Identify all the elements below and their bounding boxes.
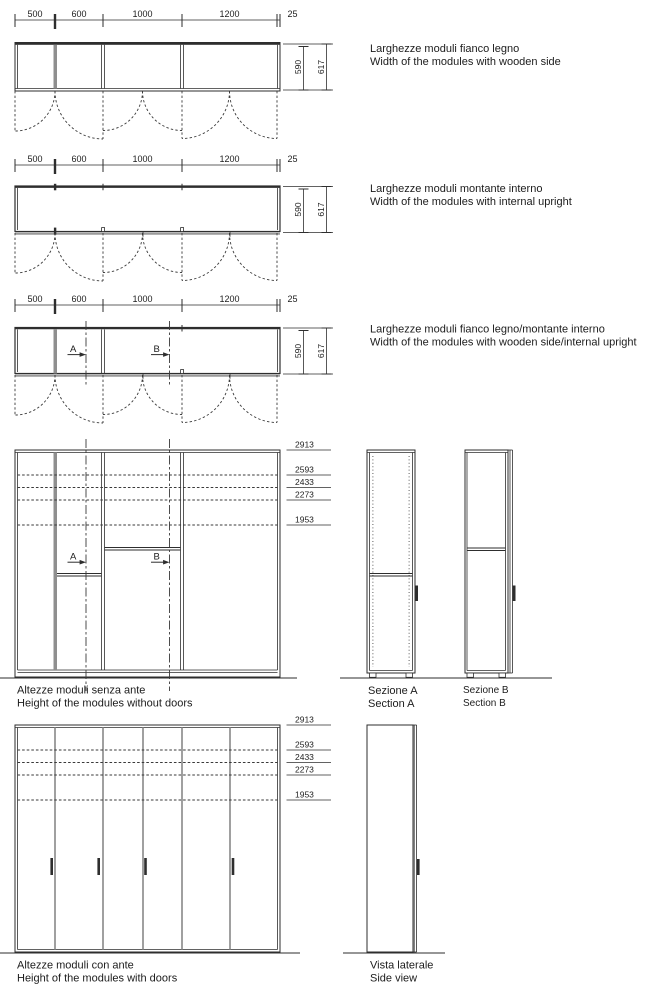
plan-view-internal-upright (15, 154, 572, 281)
internal-upright-section (102, 228, 105, 232)
foot (370, 673, 377, 677)
height-2433: 2433 (295, 477, 314, 487)
caption-section-b-en: Section B (463, 698, 506, 709)
wooden-side-panel (54, 453, 58, 671)
section-a-view (340, 450, 552, 710)
dim-label-1000: 1000 (132, 154, 153, 164)
dim-label-600: 600 (71, 294, 87, 304)
dim-label-500: 500 (27, 9, 43, 19)
arrow-b-icon (163, 560, 169, 565)
dim-label-500: 500 (27, 154, 43, 164)
cabinet-plan-body (15, 325, 280, 379)
door-handle (144, 858, 147, 875)
section-a-marker: A (70, 344, 77, 355)
caption-elev1-en: Height of the modules without doors (17, 697, 193, 710)
door-handle (415, 586, 418, 602)
internal-upright-section (181, 228, 184, 232)
dim-label-25: 25 (287, 154, 298, 164)
elevation-without-doors (0, 439, 331, 710)
dim-label-1200: 1200 (219, 294, 240, 304)
door-swing-arcs (15, 375, 277, 423)
foot (406, 673, 413, 677)
caption-section-a-en: Section A (368, 698, 415, 710)
arrow-a-icon (80, 560, 86, 565)
dim-label-617: 617 (315, 343, 326, 359)
dim-label-590: 590 (292, 202, 303, 217)
dim-label-1200: 1200 (219, 9, 240, 19)
door-handle (417, 859, 420, 875)
dim-label-500: 500 (27, 294, 43, 304)
foot (499, 673, 506, 677)
dim-label-600: 600 (71, 154, 87, 164)
caption-side-view-it: Vista laterale (370, 959, 434, 972)
height-1953: 1953 (295, 514, 314, 525)
plan-view-combined (15, 294, 637, 423)
wooden-side-panel (54, 330, 58, 374)
dim-label-590: 590 (292, 59, 303, 75)
dim-label-600: 600 (71, 9, 87, 19)
height-labels (287, 440, 332, 526)
depth-dimension (283, 44, 333, 90)
caption-elev2-en: Height of the modules with doors (17, 972, 178, 985)
height-labels (287, 715, 332, 801)
cabinet-plan-body (15, 184, 280, 237)
side-view (343, 725, 445, 985)
dim-label-25: 25 (287, 9, 298, 19)
section-cut-markers (68, 439, 170, 691)
dim-label-590: 590 (292, 343, 303, 359)
dim-label-1000: 1000 (132, 9, 153, 19)
caption-section-a-it: Sezione A (368, 685, 418, 697)
caption-plan1-it: Larghezze moduli fianco legno (370, 43, 520, 55)
dim-label-25: 25 (287, 294, 298, 304)
plan-view-wooden-side (15, 9, 561, 139)
arrow-a-icon (80, 352, 86, 357)
caption-section-b-it: Sezione B (463, 685, 509, 696)
section-b-marker: B (153, 551, 160, 563)
door-handle (50, 858, 53, 875)
door-swing-arcs (15, 91, 277, 139)
height-2273: 2273 (295, 764, 314, 775)
caption-elev1-it: Altezze moduli senza ante (17, 684, 146, 697)
internal-upright-section (181, 370, 184, 374)
caption-side-view-en: Side view (370, 972, 418, 985)
caption-elev2-it: Altezze moduli con ante (17, 959, 134, 972)
height-2433: 2433 (295, 752, 314, 762)
caption-plan3-it: Larghezze moduli fianco legno/montante interno (370, 323, 605, 336)
cabinet-front (15, 450, 280, 677)
cabinet-plan-body (15, 43, 280, 92)
height-1953: 1953 (295, 789, 314, 800)
caption-plan3-en: Width of the modules with wooden side/internal upright (370, 336, 637, 349)
caption-plan1-en: Width of the modules with wooden side (370, 56, 561, 68)
door-handle (97, 858, 100, 875)
upright-mark-top (54, 184, 56, 191)
height-2593: 2593 (295, 464, 314, 475)
cabinet-front-doors (15, 725, 280, 952)
width-dimension-row (15, 294, 298, 314)
depth-dimension (283, 187, 333, 233)
height-2913: 2913 (295, 439, 314, 450)
dim-label-1000: 1000 (132, 294, 153, 304)
door-swing-arcs (15, 233, 277, 281)
wooden-side-panel (54, 45, 58, 89)
height-2273: 2273 (295, 489, 314, 500)
foot (467, 673, 474, 677)
arrow-b-icon (163, 352, 169, 357)
width-dimension-row (15, 9, 298, 29)
section-a-marker: A (70, 551, 77, 563)
section-b-marker: B (153, 344, 160, 355)
dim-label-617: 617 (315, 59, 326, 75)
dim-label-1200: 1200 (219, 154, 240, 164)
door-handle (232, 858, 235, 875)
elevation-with-doors (0, 715, 331, 985)
caption-plan2-en: Width of the modules with internal upright (370, 196, 572, 208)
depth-dimension (283, 328, 333, 374)
dim-label-617: 617 (315, 202, 326, 217)
caption-plan2-it: Larghezze moduli montante interno (370, 183, 543, 195)
height-2593: 2593 (295, 739, 314, 750)
height-2913: 2913 (295, 714, 314, 725)
section-b-view (463, 450, 516, 709)
width-dimension-row (15, 154, 298, 174)
door-handle (513, 586, 516, 602)
